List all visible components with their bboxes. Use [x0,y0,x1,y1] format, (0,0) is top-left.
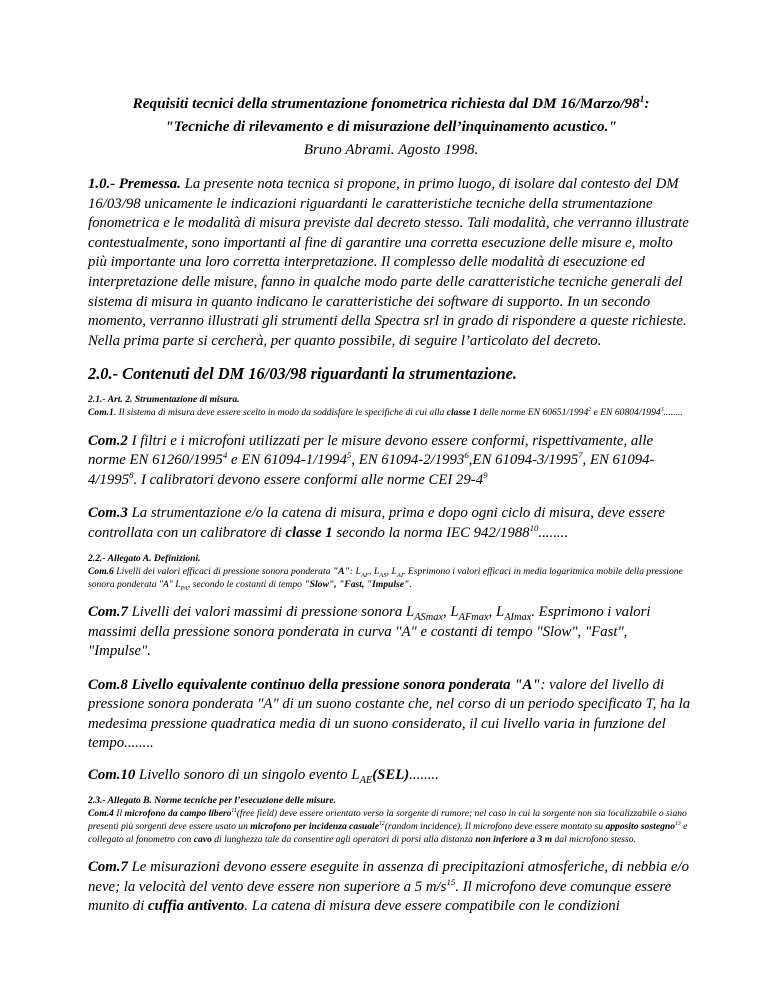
paragraph-label: Com.2 [88,432,128,449]
text-bold: microfono per incidenza casuale [250,820,379,832]
paragraph-com8 [88,676,694,754]
text-bold: apposito sostegno [605,820,676,832]
section-heading-strumentazione: 2.0.- Contenuti del DM 16/03/98 riguardanti la strumentazione. [88,364,517,384]
paragraph-com4 [88,807,694,847]
text: e collegato al fonometro con [88,820,688,846]
text-bold: "Slow", "Fast, "Impulse" [304,578,410,590]
footnote-ref: 9 [483,469,488,480]
footnote-ref: 12 [378,820,385,827]
paragraph-com10 [88,766,694,786]
text: . [409,578,412,590]
document-title [88,92,694,138]
title-line-1: Requisiti tecnici della strumentazione fonometrica richiesta dal DM 16/Marzo/98 [132,95,640,112]
text: (free field) deve essere orientato verso la sorgente di rumore; nel caso in cui la sorgente non sia localizzabile o siano presenti più sorgenti deve essere usato un [88,807,687,832]
paragraph-label: Com.7 [88,859,128,876]
subscript: AI [396,571,404,579]
text-bold: classe 1 [446,407,478,419]
text-bold: Livello equivalente continuo della pressione sonora ponderata "A" [127,676,541,693]
footnote-ref: 13 [675,820,681,827]
document-page [88,92,694,917]
section-heading: 1.0.- Premessa. [88,176,181,192]
text: Livello sonoro di un singolo evento L [135,767,360,784]
text: Il [113,807,125,819]
text-bold: cuffia antivento [148,898,245,915]
text: , EN 61094-4/1995 [88,452,655,488]
subscript: AE [359,775,373,787]
text: Livelli dei valori massimi di pressione sonora L [127,603,415,620]
text: , EN 61094-2/1993 [351,452,465,469]
text: di lunghezza tale da consentire agli operatori di porsi alla distanza [211,834,476,846]
paragraph-label: Com.4 [88,807,114,819]
text: , L [369,565,380,577]
text: . Il microfono deve comunque essere munito di [88,878,672,915]
footnote-ref: 2 [588,407,592,414]
text-bold: cavo [193,834,212,846]
text: , L [386,565,397,577]
paragraph-label: Com.8 [88,676,128,693]
paragraph-label: Com.7 [88,603,128,620]
text: e EN 60804/1994 [591,407,661,419]
footnote-ref: 1 [639,93,645,104]
text-bold: classe 1 [285,524,333,541]
text: secondo la norma IEC 942/1988 [332,524,530,541]
title-line-1-end: : [644,95,650,112]
footnote-ref: 15 [446,876,456,887]
text: I filtri e i microfoni utilizzati per le misure devono essere conformi, rispettivamente, alle norme EN 61260/1995 [88,432,654,469]
subscript: PA [180,584,188,592]
text-bold: "A" [332,565,350,577]
text: (random incidence). Il microfono deve essere montato su [384,820,606,832]
text: Le misurazioni devono essere eseguite in assenza di precipitazioni atmosferiche, di nebbia e/o neve; la velocità del vento deve essere non superiore a 5 m/s [88,859,689,895]
paragraph-com6 [88,565,694,591]
subscript: AF [360,571,370,579]
subscript: AFmax [458,611,489,623]
paragraph-com2 [88,432,694,491]
text: dal microfono stesso. [552,834,636,846]
text: ........ [409,767,439,784]
footnote-ref: 6 [464,450,469,461]
text: delle norme EN 60651/1994 [477,407,589,419]
text: , L [488,603,505,620]
paragraph-com1 [88,406,694,419]
subscript: ASmax [414,611,444,623]
text: ........ [538,524,569,541]
text: , L [443,603,459,620]
paragraph-com7-definizioni [88,603,694,662]
text: ........ [663,407,683,419]
subsection-heading-allegato-a: 2.2.- Allegato A. Definizioni. [88,552,201,564]
text: , secondo le costanti di tempo [187,578,305,590]
subsection-heading-allegato-b: 2.3.- Allegato B. Norme tecniche per l’esecuzione delle misure. [88,794,336,806]
paragraph-com7-misure [88,858,694,917]
footnote-ref: 8 [129,469,134,480]
subscript: AS [379,571,387,579]
text: . Esprimono i valori efficaci in media logaritmica mobile della pressione sonora ponderata "A" L [88,565,683,590]
paragraph-label: Com.3 [88,505,128,522]
subscript: AImax [504,611,532,623]
footnote-ref: 7 [578,450,583,461]
text: . Il sistema di misura deve essere scelto in modo da soddisfare le specifiche di cui alla [113,407,447,419]
text: : valore del livello di pressione sonora ponderata "A" di un suono costante che, nel corso di un periodo specificato T, ha la medesima pressione quadratica media di un suono considerato, il cui livello varia in funzione del tempo........ [88,676,691,752]
text-bold: microfono da campo libero [124,807,232,819]
text: . I calibratori devono essere conformi alle norme CEI 29-4 [133,471,484,488]
text: . La catena di misura deve essere compatibile con le condizioni [244,898,620,915]
subsection-heading-art2: 2.1.- Art. 2. Strumentazione di misura. [88,394,240,406]
text: ,EN 61094-3/1995 [468,452,579,469]
text: Livelli dei valori efficaci di pressione sonora ponderata [113,565,333,577]
text: e EN 61094-1/1994 [227,452,347,469]
paragraph-label: Com.10 [88,767,136,784]
text: . Esprimono i valori massimi della pressione sonora ponderata in curva "A" e costanti di tempo "Slow", "Fast", "Impulse". [88,603,651,660]
text-bold: non inferiore a 3 m [475,834,553,846]
paragraph-label: Com.1 [88,407,114,419]
title-line-2: "Tecniche di rilevamento e di misurazione dell’inquinamento acustico." [165,118,617,135]
footnote-ref: 10 [529,523,539,533]
footnote-ref: 4 [222,450,228,461]
paragraph-label: Com.6 [88,565,114,577]
text-bold: (SEL) [372,767,410,784]
footnote-ref: 3 [660,407,664,414]
text: : L [349,565,361,577]
section-premessa [88,175,694,351]
paragraph-com3 [88,504,694,543]
footnote-ref: 5 [346,450,352,461]
section-body: La presente nota tecnica si propone, in primo luogo, di isolare dal contesto del DM 16/03/98 unicamente le indicazioni riguardanti le caratteristiche tecniche della strumentazione fonometrica e le modalità di misura previste dal decreto stesso. Tali modalità, che verranno illustrate contestualmente, sono importanti al fine di garantire una corretta esecuzione delle misure e, molto più importante una loro corretta interpretazione. Il complesso delle modalità di esecuzione ed interpretazione delle misure, fanno in qualche modo parte delle caratteristiche tecniche generali del sistema di misura in quanto indicano le caratteristiche dei software di supporto. In un secondo momento, verranno illustrati gli strumenti della Spectra srl in grado di rispondere a queste richieste. Nella prima parte si cercherà, per quanto possibile, di seguire l’articolato del decreto. [88,176,689,349]
footnote-ref: 11 [231,807,237,814]
author-line: Bruno Abrami. Agosto 1998. [303,141,479,158]
text: La strumentazione e/o la catena di misura, prima e dopo ogni ciclo di misura, deve essere controllata con un calibratore di [88,505,665,541]
